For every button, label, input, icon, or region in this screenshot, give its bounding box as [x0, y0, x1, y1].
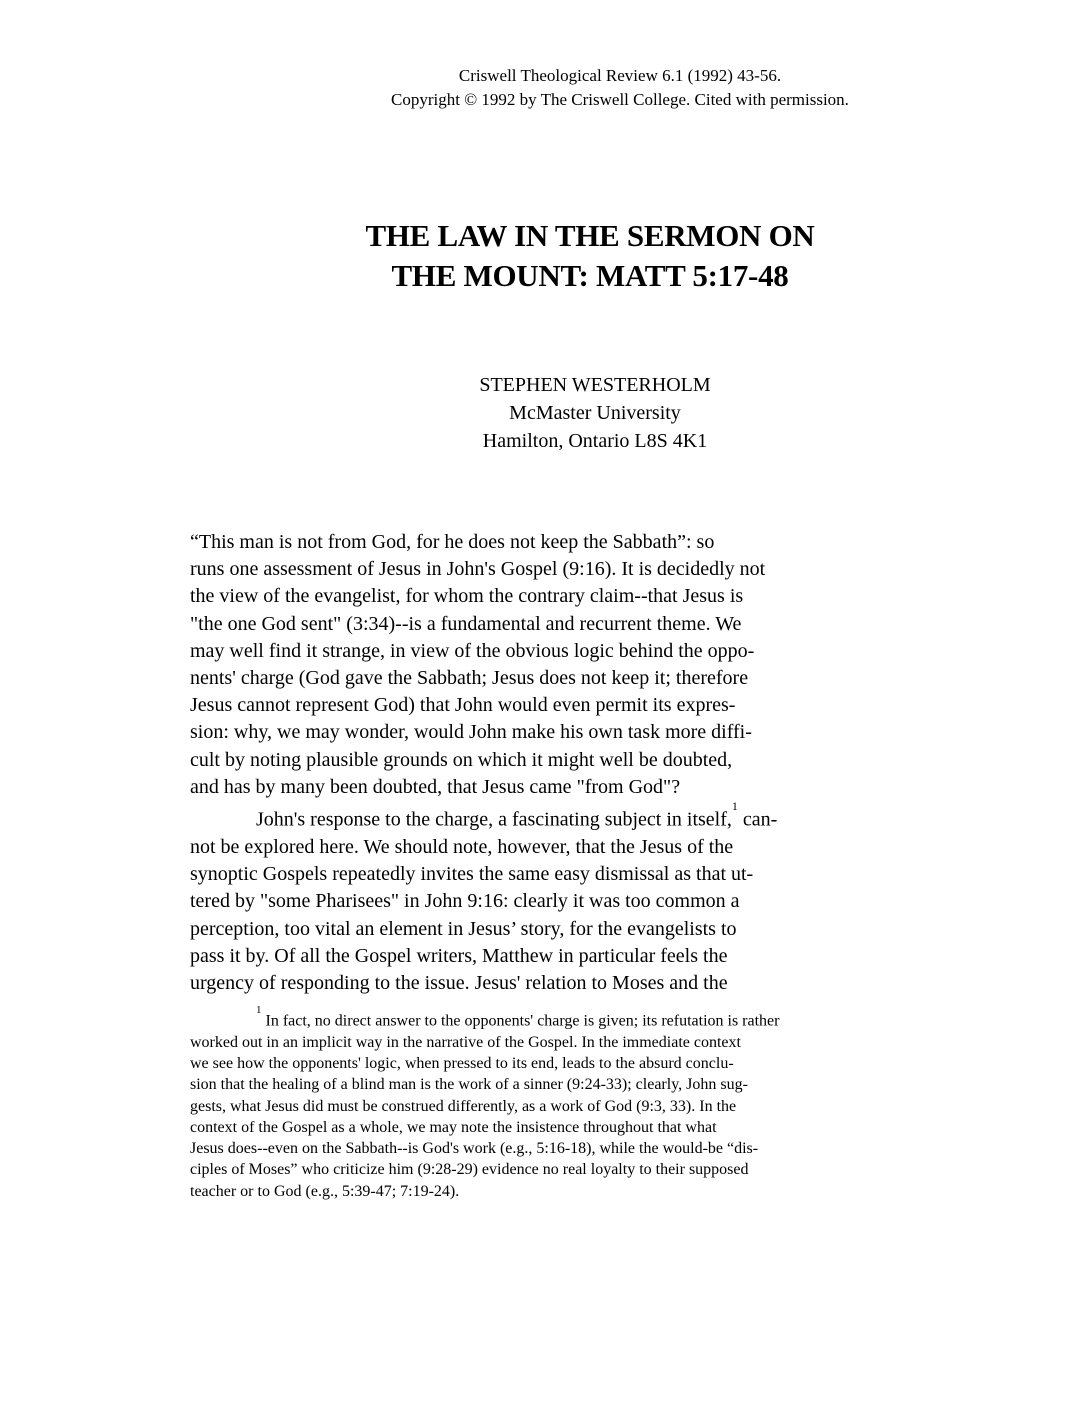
author-institution: McMaster University: [509, 402, 681, 424]
article-title: [240, 216, 940, 296]
text-line: tered by "some Pharisees" in John 9:16: clearly it was too common a: [190, 890, 740, 913]
paragraph-1: [190, 529, 860, 801]
text-segment: John's response to the charge, a fascinating subject in itself,: [256, 808, 732, 831]
text-line: Jesus cannot represent God) that John would even permit its expres-: [190, 694, 736, 717]
text-line: urgency of responding to the issue. Jesus' relation to Moses and the: [190, 971, 728, 994]
title-line: THE LAW IN THE SERMON ON: [365, 218, 815, 253]
footnote: [190, 1006, 900, 1202]
author-address: Hamilton, Ontario L8S 4K1: [482, 430, 708, 452]
copyright-line: Copyright © 1992 by The Criswell College. Cited with permission.: [391, 90, 849, 109]
article-body: [190, 529, 860, 997]
citation-line: Criswell Theological Review 6.1 (1992) 43-56.: [458, 66, 782, 85]
text-line: not be explored here. We should note, however, that the Jesus of the: [190, 835, 734, 858]
text-line: pass it by. Of all the Gospel writers, Matthew in particular feels the: [190, 944, 728, 967]
text-line: nents' charge (God gave the Sabbath; Jesus does not keep it; therefore: [190, 667, 749, 690]
footnote-line: Jesus does--even on the Sabbath--is God's work (e.g., 5:16-18), while the would-be “dis-: [190, 1140, 759, 1158]
text-line: sion: why, we may wonder, would John make his own task more diffi-: [190, 721, 752, 744]
title-line: THE MOUNT: MATT 5:17-48: [391, 258, 789, 293]
footnote-text: In fact, no direct answer to the opponents' charge is given; its refutation is rather: [261, 1012, 780, 1030]
text-line: the view of the evangelist, for whom the contrary claim--that Jesus is: [190, 585, 744, 608]
footnote-line: worked out in an implicit way in the narrative of the Gospel. In the immediate context: [190, 1033, 741, 1051]
footnote-line: gests, what Jesus did must be construed differently, as a work of God (9:3, 33). In the: [190, 1097, 737, 1115]
text-segment: can-: [737, 808, 778, 831]
footnote-line: teacher or to God (e.g., 5:39-47; 7:19-24).: [190, 1182, 460, 1200]
footnote-line: sion that the healing of a blind man is the work of a sinner (9:24-33); clearly, John sug-: [190, 1076, 748, 1094]
author-name: STEPHEN WESTERHOLM: [479, 374, 711, 396]
author-block: [400, 371, 790, 455]
text-line: may well find it strange, in view of the obvious logic behind the oppo-: [190, 639, 755, 662]
text-line: [190, 801, 860, 834]
footnote-reference[interactable]: 1: [731, 799, 738, 814]
text-line: "the one God sent" (3:34)--is a fundamental and recurrent theme. We: [190, 612, 742, 635]
text-line: “This man is not from God, for he does not keep the Sabbath”: so: [190, 531, 715, 553]
text-line: and has by many been doubted, that Jesus came "from God"?: [190, 775, 681, 798]
journal-header: [300, 64, 940, 112]
text-line: cult by noting plausible grounds on which it might well be doubted,: [190, 748, 733, 771]
footnote-line: [190, 1006, 900, 1032]
text-line: synoptic Gospels repeatedly invites the same easy dismissal as that ut-: [190, 863, 754, 886]
footnote-marker: 1: [256, 1004, 262, 1016]
text-line: runs one assessment of Jesus in John's Gospel (9:16). It is decidedly not: [190, 558, 766, 581]
footnote-line: ciples of Moses” who criticize him (9:28-29) evidence no real loyalty to their supposed: [190, 1161, 749, 1179]
footnote-line: context of the Gospel as a whole, we may note the insistence throughout that what: [190, 1118, 717, 1136]
footnote-line: we see how the opponents' logic, when pressed to its end, leads to the absurd conclu-: [190, 1054, 734, 1072]
paragraph-2: [190, 801, 860, 997]
text-line: perception, too vital an element in Jesus’ story, for the evangelists to: [190, 917, 737, 940]
